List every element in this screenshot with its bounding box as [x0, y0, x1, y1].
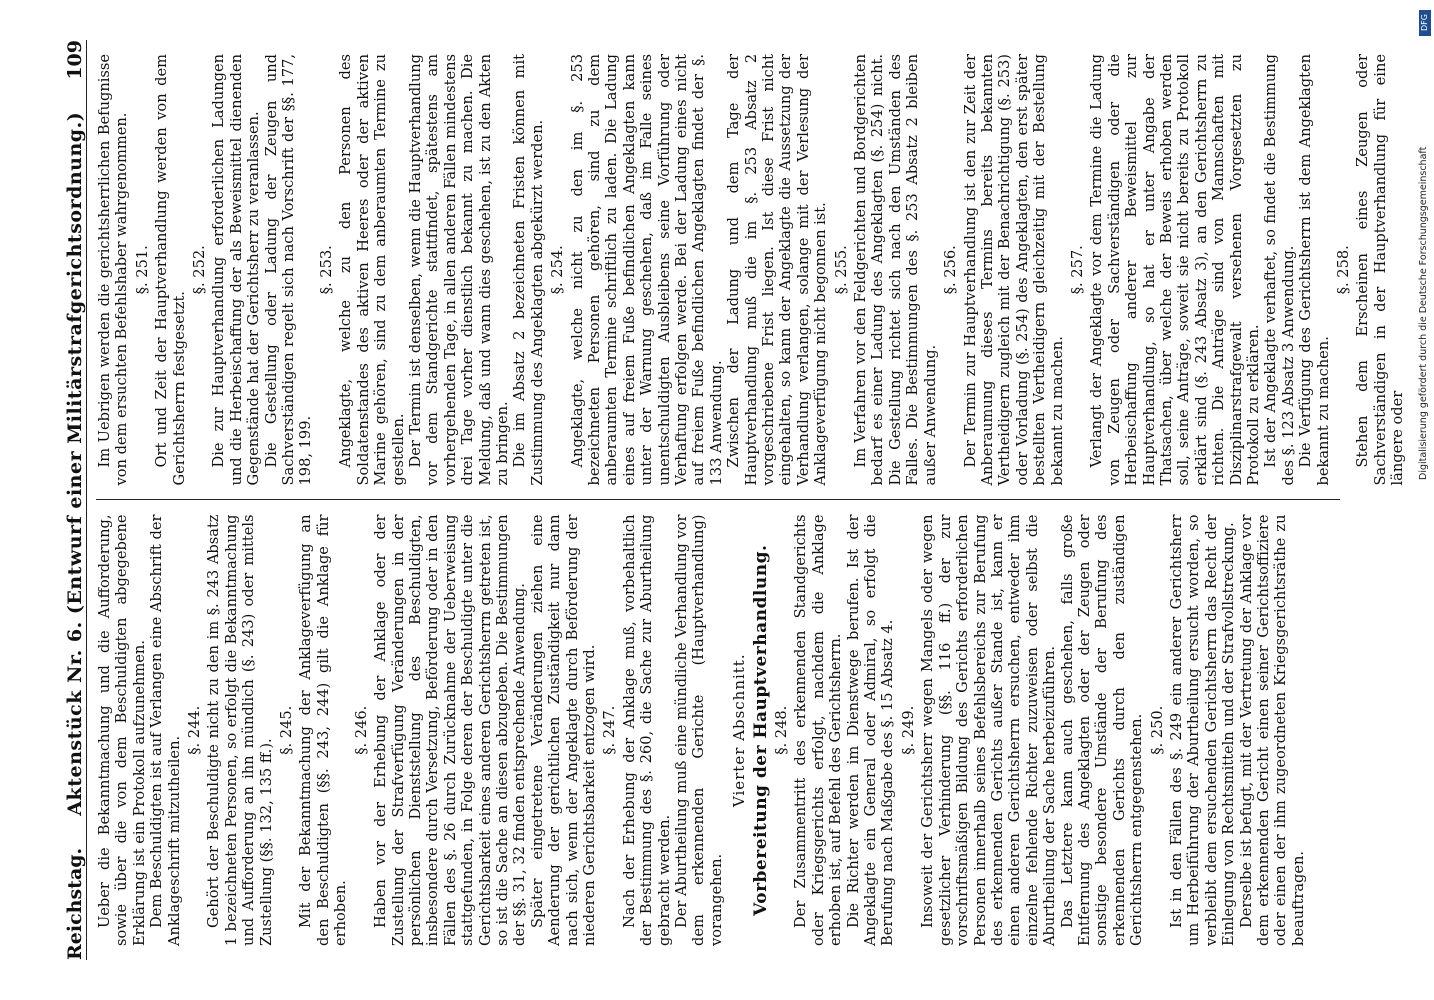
paragraph: Ist der Angeklagte verhaftet, so findet die Bestimmung des §. 123 Absatz 3 Anwendung.	[1262, 54, 1297, 486]
section-number: §. 249.	[899, 705, 917, 755]
right-column	[96, 40, 1407, 501]
paragraph: Das Letztere kann auch geschehen, falls große Entfernung des Angeklagten oder der Zeugen oder sonstige besondere Umstände der Berufung des erkennenden Gerichts durch den zuständigen Gerichtsherrn entgegenstehen.	[1058, 514, 1146, 946]
paragraph: Der Zusammentritt des erkennenden Standgerichts oder Kriegsgerichts erfolgt, nachdem die Anklage erhoben ist, auf Befehl des Gerichtsherrn.	[792, 514, 845, 946]
left-column	[96, 501, 1340, 961]
funding-credit: Digitalisierung gefördert durch die Deutsche Forschungsgemeinschaft	[1418, 146, 1429, 480]
paragraph: Im Verfahren vor den Feldgerichten und Bordgerichten bedarf es einer Ladung des Angeklagten (§. 254) nicht. Die Gestellung richtet sich nach den Umständen des Falles. Die Bestimmungen des §. 253 Absatz 2 bleiben außer Anwendung.	[852, 54, 939, 486]
section-number: §. 245.	[278, 705, 296, 755]
page-number: 109	[64, 40, 86, 80]
paragraph: Im Uebrigen werden die gerichtsherrlichen Befugnisse von dem ersuchten Befehlshaber wahrgenommen.	[96, 54, 131, 486]
paragraph: Haben vor der Erhebung der Anklage oder der Zustellung der Strafverfügung Veränderungen in der persönlichen Dienststellung des Beschuldigten, insbesondere durch Versetzung, Beförderung oder in den Fällen des §. 26 durch Zurücknahme der Ueberweisung stattgefunden, in Folge deren der Beschuldigte unter die Gerichtsbarkeit eines anderen Gerichtsherrn getreten ist, so ist die Sache an diesen abzugeben. Die Bestimmungen der §§. 31, 32 finden entsprechende Anwendung.	[372, 514, 529, 946]
section-number: §. 247.	[601, 705, 619, 755]
section-number: §. 251.	[133, 245, 151, 295]
paragraph: Nach der Erhebung der Anklage muß, vorbehaltlich der Bestimmung des §. 260, die Sache zur Aburtheilung gebracht werden.	[620, 514, 673, 946]
paragraph: Der Aburtheilung muß eine mündliche Verhandlung vor dem erkennenden Gerichte (Hauptverhandlung) vorangehen.	[673, 514, 725, 946]
section-number: §. 244.	[186, 705, 204, 755]
paragraph: Zwischen der Ladung und dem Tage der Hauptverhandlung muß die im §. 253 Absatz 2 vorgeschriebene Frist liegen. Ist diese Frist nicht eingehalten, so kann der Angeklagte die Aussetzung der Verhandlung verlangen, solange mit der Verlesung der Anklageverfügung nicht begonnen ist.	[725, 54, 830, 486]
paragraph: Ist in den Fällen des §. 249 ein anderer Gerichtsherr um Herbeiführung der Aburtheilung ersucht worden, so verbleibt dem ersuchenden Gerichtsherrn das Recht der Einlegung von Rechtsmitteln und der Strafvollstreckung.	[1167, 514, 1238, 946]
paragraph: Der Termin ist denselben, wenn die Hauptverhandlung vor dem Standgerichte stattfindet, spätestens am vorhergehenden Tage, in allen anderen Fällen mindestens drei Tage vorher dienstlich bekannt zu machen. Die Meldung, daß und wann dies geschehen, ist zu den Akten zu bringen.	[406, 54, 511, 486]
paragraph: Die im Absatz 2 bezeichneten Fristen können mit Zustimmung des Angeklagten abgekürzt werden.	[511, 54, 546, 486]
section-number: §. 246.	[352, 705, 370, 755]
paragraph: Gehört der Beschuldigte nicht zu den im §. 243 Absatz 1 bezeichneten Personen, so erfolgt die Bekanntmachung und Aufforderung an ihn mündlich (§. 243) oder mittels Zustellung (§§. 132, 135 ff.).	[205, 514, 275, 946]
section-number: §. 252.	[191, 245, 209, 295]
paragraph: Angeklagte, welche zu den Personen des Soldatenstandes des aktiven Heeres oder der aktiven Marine gehören, sind zu dem anberaumten Termine zu gestellen.	[337, 54, 407, 486]
paragraph: Angeklagte, welche nicht zu den im §. 253 bezeichneten Personen gehören, sind zu dem anberaumten Termine schriftlich zu laden. Die Ladung eines auf freiem Fuße befindlichen Angeklagten kann unter der Warnung geschehen, daß im Falle seines unentschuldigten Ausbleibens seine Vorführung oder Verhaftung erfolgen werde. Bei der Ladung eines nicht auf freiem Fuße befindlichen Angeklagten findet der §. 133 Anwendung.	[568, 54, 725, 486]
section-number: §. 248.	[773, 705, 791, 755]
paragraph: Mit der Bekanntmachung der Anklageverfügung an den Beschuldigten (§§. 243, 244) gilt die Anklage für erhoben.	[297, 514, 350, 946]
paragraph: Stehen dem Erscheinen eines Zeugen oder Sachverständigen in der Hauptverhandlung für eine längere oder	[1354, 54, 1407, 486]
section-number: §. 254.	[549, 245, 567, 295]
header-left: Reichstag.	[64, 847, 86, 960]
paragraph: Dem Beschuldigten ist auf Verlangen eine Abschrift der Anklageschrift mitzutheilen.	[148, 514, 183, 946]
paragraph: Die Gestellung oder Ladung der Zeugen und Sachverständigen regelt sich nach Vorschrift der §§. 177, 198, 199.	[262, 54, 315, 486]
paragraph: Der Termin zur Hauptverhandlung ist den zur Zeit der Anberaumung dieses Termins bereits bekannten Vertheidigern zugleich mit der Benachrichtigung (§. 253) oder Vorladung (§. 254) des Angeklagten, den erst später bestellten Vertheidigern gleichzeitig mit der Bestellung bekannt zu machen.	[961, 54, 1066, 486]
section-number: §. 250.	[1148, 705, 1166, 755]
paragraph: Später eingetretene Veränderungen ziehen eine Aenderung der gerichtlichen Zuständigkeit nur dann nach sich, wenn der Angeklagte durch Beförderung der niederen Gerichtsbarkeit entzogen wird.	[528, 514, 598, 946]
paragraph: Ueber die Bekanntmachung und die Aufforderung, sowie über die von dem Beschuldigten abgegebene Erklärung ist ein Protokoll aufzunehmen.	[96, 514, 148, 946]
paragraph: Die Richter werden im Dienstwege berufen. Ist der Angeklagte ein General oder Admiral, so erfolgt die Berufung nach Maßgabe des §. 15 Absatz 4.	[844, 514, 897, 946]
digitization-sidebar	[1418, 0, 1434, 1000]
section-number: §. 256.	[942, 245, 960, 295]
paragraph: Die Verfügung des Gerichtsherrn ist dem Angeklagten bekannt zu machen.	[1297, 54, 1332, 486]
section-number: §. 257.	[1068, 245, 1086, 295]
section-number: §. 255.	[832, 245, 850, 295]
paragraph: Die zur Hauptverhandlung erforderlichen Ladungen und die Herbeischaffung der als Beweismittel dienenden Gegenstände hat der Gerichtsherr zu veranlassen.	[210, 54, 263, 486]
page-header	[52, 40, 87, 960]
section-number: §. 258.	[1335, 245, 1353, 295]
section-number: §. 253.	[317, 245, 335, 295]
text-columns	[96, 40, 1407, 960]
chapter-heading: Vorbereitung der Hauptverhandlung.	[750, 544, 771, 916]
paragraph: Verlangt der Angeklagte vor dem Termine die Ladung von Zeugen oder Sachverständigen oder die Herbeischaffung anderer Beweismittel zur Hauptverhandlung, so hat er unter Angabe der Thatsachen, über welche der Beweis erhoben werden soll, seine Anträge, soweit sie nicht bereits zu Protokoll erklärt sind (§. 243 Absatz 3), an den Gerichtsherrn zu richten. Die Anträge sind von Mannschaften mit Disziplinarstrafgewalt versehenen Vorgesetzten zu Protokoll zu erklären.	[1088, 54, 1262, 486]
chapter-label: Vierter Abschnitt.	[730, 653, 749, 808]
dfg-logo-icon: DFG	[1419, 10, 1431, 36]
paragraph: Insoweit der Gerichtsherr wegen Mangels oder wegen gesetzlicher Verhinderung (§§. 116 ff.) der zur vorschriftsmäßigen Bildung des Gerichts erforderlichen Personen innerhalb seines Befehlsbereichs zur Berufung des erkennenden Gerichts außer Stande ist, kann er einen anderen Gerichtsherrn ersuchen, entweder ihm einzelne fehlende Richter zuzuweisen oder selbst die Aburtheilung der Sache herbeizuführen.	[919, 514, 1059, 946]
paragraph: Derselbe ist befugt, mit der Vertretung der Anklage vor dem erkennenden Gericht einen seiner Gerichtsoffiziere oder einen der ihm zugeordneten Kriegsgerichtsräthe zu beauftragen.	[1237, 514, 1307, 946]
header-title: Aktenstück Nr. 6. (Entwurf einer Militärstrafgerichtsordnung.)	[64, 111, 86, 816]
paragraph: Ort und Zeit der Hauptverhandlung werden von dem Gerichtsherrn festgesetzt.	[153, 54, 188, 486]
